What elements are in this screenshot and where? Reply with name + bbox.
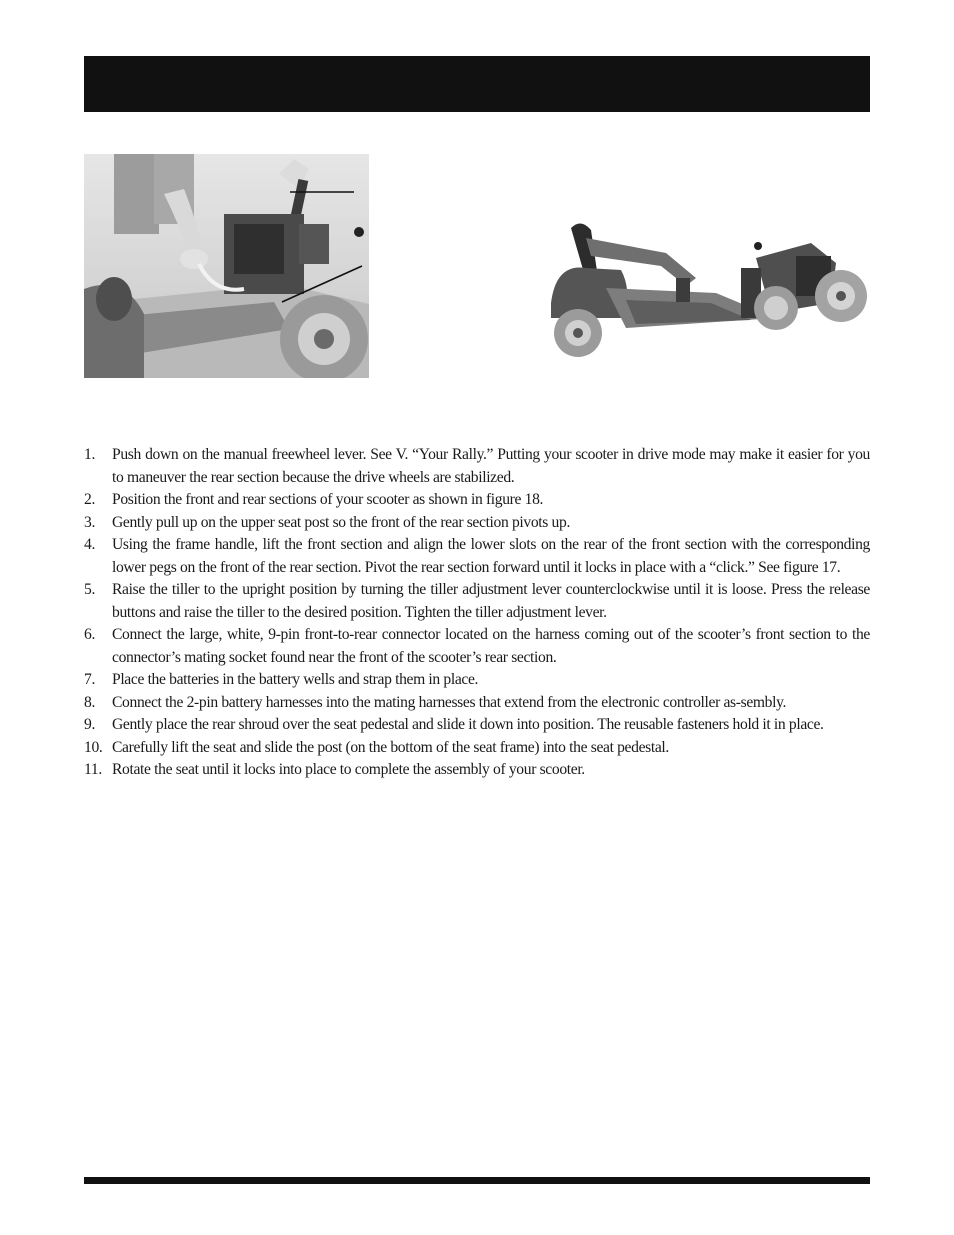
step-text: Gently pull up on the upper seat post so the front of the rear section pivots up. [112, 513, 570, 531]
step-text: Using the frame handle, lift the front section and align the lower slots on the rear of the front section with the corresponding lower pegs on the front of the rear section. Pivot the rear section forward until it locks in place with a “click.” See figure 17. [112, 536, 870, 576]
list-item [84, 444, 870, 489]
step-number: 2. [84, 491, 95, 508]
list-item [84, 737, 870, 760]
step-number: 5. [84, 581, 95, 598]
list-item [84, 579, 870, 624]
step-text: Carefully lift the seat and slide the post (on the bottom of the seat frame) into the seat pedestal. [112, 738, 669, 756]
step-number: 6. [84, 626, 95, 643]
step-number: 9. [84, 716, 95, 733]
step-text: Raise the tiller to the upright position by turning the tiller adjustment lever counterclockwise until it is loose. Press the release buttons and raise the tiller to the desired position. Tighten the tiller adjustment lever. [112, 581, 870, 621]
step-number: 7. [84, 671, 95, 688]
step-text: Place the batteries in the battery wells and strap them in place. [112, 671, 479, 688]
step-number: 4. [84, 536, 95, 553]
list-item [84, 624, 870, 669]
step-number: 8. [84, 693, 95, 711]
step-number: 1. [84, 446, 95, 463]
step-text: Position the front and rear sections of your scooter as shown in figure 18. [112, 491, 544, 508]
list-item [84, 512, 870, 535]
step-text: Connect the large, white, 9-pin front-to-rear connector located on the harness coming out of the scooter’s front section to the connector’s mating socket found near the front of the scooter’s rear section. [112, 626, 870, 666]
step-text: Gently place the rear shroud over the seat pedestal and slide it down into position. The reusable fasteners hold it in place. [112, 716, 824, 733]
list-item [84, 534, 870, 579]
step-text: Push down on the manual freewheel lever. See V. “Your Rally.” Putting your scooter in drive mode may make it easier for you to maneuver the rear section because the drive wheels are stabilized. [112, 446, 870, 486]
callout-lines [270, 180, 370, 310]
step-number: 10. [84, 738, 103, 756]
assembly-steps-list [84, 444, 870, 782]
list-item [84, 714, 870, 737]
list-item [84, 759, 870, 782]
step-text: Rotate the seat until it locks into place to complete the assembly of your scooter. [112, 761, 585, 778]
list-item [84, 692, 870, 715]
header-bar [84, 56, 870, 112]
list-item [84, 489, 870, 512]
footer-bar [84, 1177, 870, 1184]
list-item [84, 669, 870, 692]
step-number: 3. [84, 513, 95, 531]
step-number: 11. [84, 761, 102, 778]
step-text: Connect the 2-pin battery harnesses into the mating harnesses that extend from the electronic controller as-sembly. [112, 693, 787, 711]
scooter-sections-photo [546, 208, 870, 368]
